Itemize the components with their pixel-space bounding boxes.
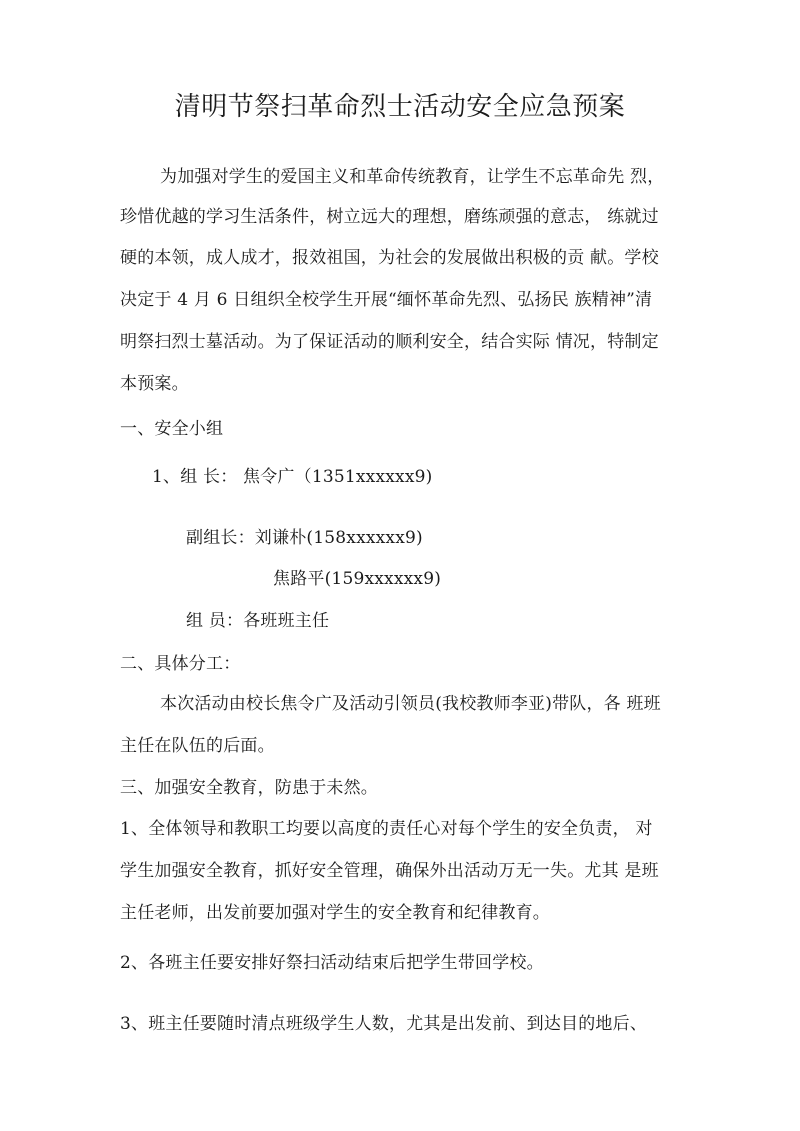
section-heading: 三、加强安全教育，防患于未然。 (120, 778, 378, 798)
intro-line: 决定于 4 月 6 日组织全校学生开展“缅怀革命先烈、弘扬民 族精神”清 (120, 290, 653, 310)
section-heading: 二、具体分工： (120, 654, 241, 674)
paragraph-line: 1、全体领导和教职工均要以高度的责任心对每个学生的安全负责， 对 (120, 819, 653, 839)
paragraph-line: 3、班主任要随时清点班级学生人数，尤其是出发前、到达目的地后、 (120, 1014, 648, 1034)
intro-line: 明祭扫烈士墓活动。为了保证活动的顺利安全，结合实际 情况，特制定 (120, 332, 659, 352)
team-leader: 1、组 长： 焦令广（1351xxxxxx9) (152, 467, 433, 487)
intro-line: 本预案。 (120, 374, 189, 394)
team-members: 组 员：各班班主任 (186, 611, 330, 631)
paragraph-line: 学生加强安全教育，抓好安全管理，确保外出活动万无一失。尤其 是班 (120, 861, 659, 881)
team-deputy: 焦路平(159xxxxxx9) (273, 569, 442, 589)
intro-line: 珍惜优越的学习生活条件，树立远大的理想，磨练顽强的意志， 练就过 (120, 207, 659, 227)
paragraph-line: 本次活动由校长焦令广及活动引领员(我校教师李亚)带队，各 班班 (160, 694, 661, 714)
paragraph-line: 主任老师，出发前要加强对学生的安全教育和纪律教育。 (120, 903, 550, 923)
paragraph-line: 主任在队伍的后面。 (120, 736, 275, 756)
team-deputy: 副组长：刘谦朴(158xxxxxx9) (186, 528, 423, 548)
intro-line: 为加强对学生的爱国主义和革命传统教育，让学生不忘革命先 烈， (160, 167, 665, 187)
document-title: 清明节祭扫革命烈士活动安全应急预案 (174, 92, 626, 122)
paragraph-line: 2、各班主任要安排好祭扫活动结束后把学生带回学校。 (120, 953, 544, 973)
section-heading: 一、安全小组 (120, 419, 224, 439)
intro-line: 硬的本领，成人成才，报效祖国，为社会的发展做出积极的贡 献。学校 (120, 248, 659, 268)
